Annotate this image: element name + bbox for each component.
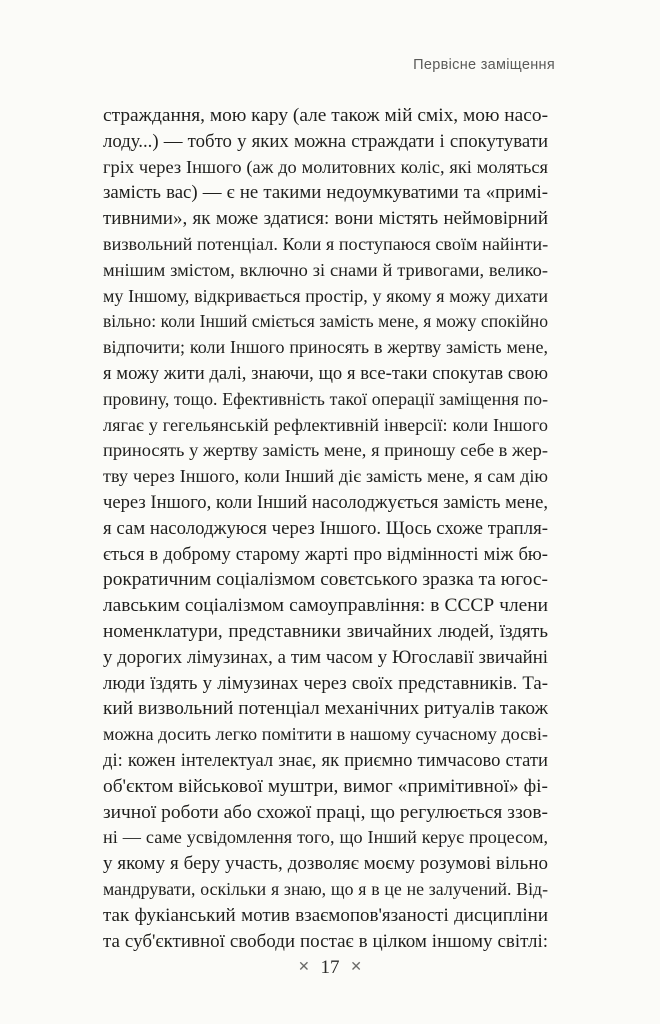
- text-line: лоду...) — тобто у яких можна страждати і спокутувати: [103, 130, 548, 152]
- text-line: провину, тощо. Ефективність такої операції заміщення по-: [103, 388, 548, 409]
- text-line: ді: кожен інтелектуал знає, як приємно тимчасово стати: [103, 749, 548, 771]
- text-line: об'єктом військової муштри, вимог «примітивної» фі-: [103, 775, 548, 797]
- text-line: тву через Іншого, коли Інший діє замість мене, я сам дію: [103, 466, 548, 487]
- page-number: 17: [320, 957, 340, 978]
- text-line: зичної роботи або схожої праці, що регулюється ззов-: [103, 801, 548, 823]
- text-line: я сам насолоджуюся через Іншого. Щось схоже трапля-: [103, 517, 548, 539]
- text-line: му Іншому, відкривається простір, у якому я можу дихати: [103, 285, 548, 306]
- text-line: кий визвольний потенціал механічних ритуалів також: [103, 698, 548, 720]
- text-line: мнішим змістом, включно зі снами й тривогами, велико-: [103, 259, 548, 280]
- text-line: ється в доброму старому жарті про відмінності між бю-: [103, 543, 548, 565]
- ornament-right-icon: ✕: [350, 960, 362, 975]
- text-line: лягає у гегельянській рефлективній інверсії: коли Іншого: [103, 414, 548, 435]
- text-line: вільно: коли Інший сміється замість мене, я можу спокійно: [103, 311, 548, 332]
- text-line: через Іншого, коли Інший насолоджується замість мене,: [103, 491, 549, 513]
- text-line: та суб'єктивної свободи постає в цілком іншому світлі:: [103, 930, 548, 952]
- page-footer: [0, 957, 660, 979]
- ornament-left-icon: ✕: [298, 960, 310, 975]
- text-line: страждання, мою кару (але також мій сміх, мою насо-: [103, 105, 549, 126]
- text-line: приносять у жертву замість мене, я приношу себе в жер-: [103, 440, 548, 461]
- body-text: [103, 103, 548, 954]
- text-line: так фукіанський мотив взаємопов'язаності дисципліни: [103, 904, 548, 926]
- text-line: номенклатури, представники звичайних людей, їздять: [103, 620, 548, 642]
- text-line: відпочити; коли Іншого приносять в жертву замість мене,: [103, 337, 548, 358]
- text-line: визвольний потенціал. Коли я поступаюся своїм найінти-: [103, 233, 549, 254]
- text-line: ні — саме усвідомлення того, що Інший керує процесом,: [103, 827, 548, 848]
- text-line: рократичним соціалізмом совєтського зразка та югос-: [103, 569, 548, 591]
- text-line: гріх через Іншого (аж до молитовних коліс, які моляться: [103, 156, 548, 177]
- text-line: можна досить легко помітити в нашому сучасному досві-: [103, 724, 548, 745]
- text-line: люди їздять у лімузинах через своїх представників. Та-: [103, 672, 548, 694]
- text-line: замість вас) — є не такими недоумкуватими та «примі-: [103, 182, 548, 204]
- text-line: лавським соціалізмом самоуправління: в СССР члени: [103, 595, 548, 617]
- text-line: мандрувати, оскільки я знаю, що я в це не залучений. Від-: [103, 878, 548, 899]
- text-line: тивними», як може здатися: вони містять неймовірний: [103, 208, 548, 230]
- text-line: у дорогих лімузинах, а тим часом у Югославії звичайні: [103, 646, 548, 668]
- text-line: я можу жити далі, знаючи, що я все-таки спокутав свою: [103, 362, 548, 384]
- text-line: у якому я беру участь, дозволяє моєму розумові вільно: [103, 853, 548, 875]
- running-head: Первісне заміщення: [413, 57, 555, 73]
